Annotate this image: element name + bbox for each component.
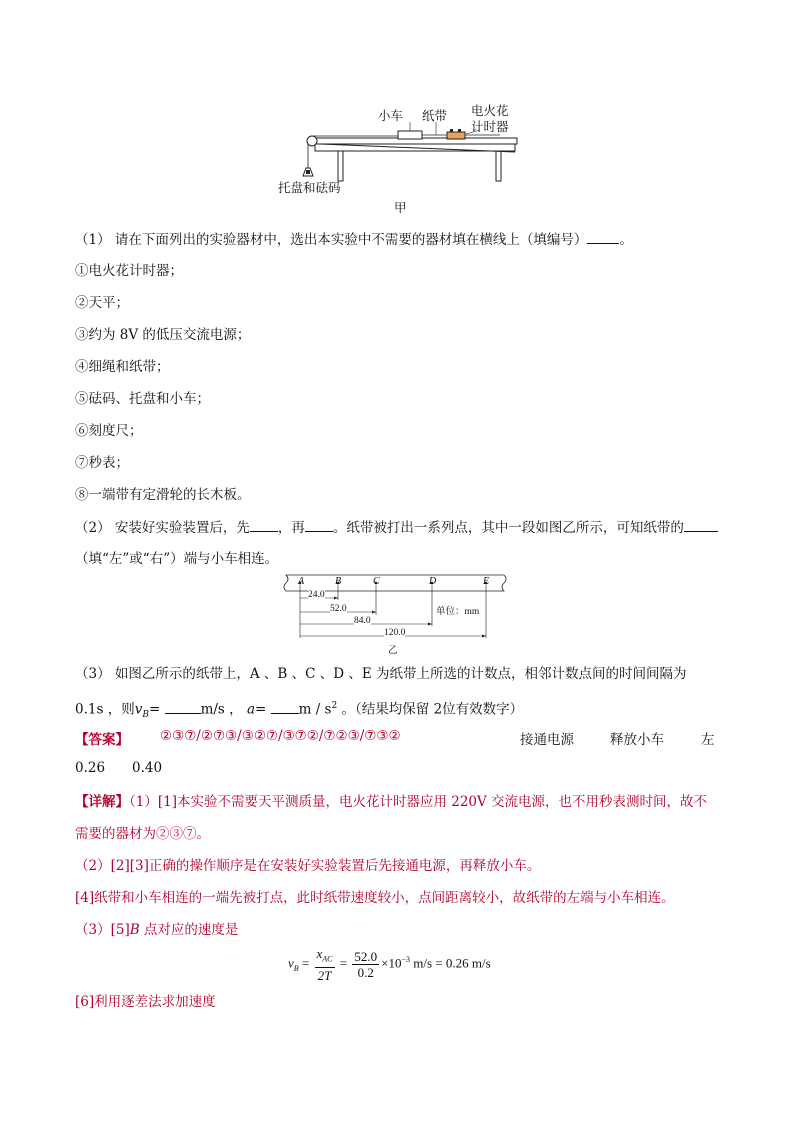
q3-a-sym: a bbox=[246, 701, 256, 718]
tape-point-a: A bbox=[298, 576, 305, 587]
apparatus-figure bbox=[270, 100, 540, 220]
q3-blank-vb[interactable] bbox=[165, 699, 201, 714]
figure-a-caption: 甲 bbox=[394, 200, 407, 215]
detail-line-4: [4]纸带和小车相连的一端先被打点，此时纸带速度较小，点间距离较小，故纸带的左端与小车相连。 bbox=[75, 890, 675, 906]
detail-l1: （1）[1]本实验不需要天平测质量，电火花计时器应用 220V 交流电源，也不用秒表测时间，故不 bbox=[129, 794, 708, 810]
tape-distance-ab: 24.0 bbox=[308, 590, 325, 600]
formula-exp: −3 bbox=[401, 954, 410, 964]
formula-mult: ×10 bbox=[381, 955, 402, 971]
detail-l5c: 点对应的速度是 bbox=[139, 922, 239, 938]
formula-rest: m/s = 0.26 m/s bbox=[409, 955, 491, 971]
q3-eq: = bbox=[148, 701, 161, 718]
q1-answer-blank[interactable] bbox=[587, 229, 619, 244]
formula-f1-num: x bbox=[316, 946, 323, 961]
q1-item-8: ⑧一端带有定滑轮的长木板。 bbox=[75, 487, 251, 503]
formula-frac-2 bbox=[352, 949, 379, 980]
detail-l5b: B bbox=[129, 922, 140, 938]
label-timer-2: 计时器 bbox=[471, 119, 509, 134]
q3-unit-a-sup: 2 bbox=[331, 701, 338, 711]
q3-vb-sub: B bbox=[142, 710, 149, 721]
formula-lhs-sub: B bbox=[293, 963, 299, 973]
formula-f2-num: 52.0 bbox=[354, 948, 378, 964]
q3-unit-a: m / s bbox=[298, 701, 332, 718]
q1-item-5: ⑤砝码、托盘和小车； bbox=[75, 391, 210, 407]
detail-label: 【详解】 bbox=[75, 794, 129, 810]
tape-figure bbox=[280, 572, 510, 658]
q1-item-2: ②天平； bbox=[75, 295, 129, 311]
q2-line-2: （填“左”或“右”）端与小车相连。 bbox=[75, 551, 279, 567]
figure-b-caption: 乙 bbox=[388, 646, 398, 656]
q3-line-1: （3） 如图乙所示的纸带上，A 、B 、C 、D 、E 为纸带上所选的计数点，相邻计数点间的时间间隔为 bbox=[75, 666, 687, 682]
tape-distance-ac: 52.0 bbox=[330, 604, 347, 614]
q3-line2-b: 。（结果均保留 2位有效数字） bbox=[341, 701, 524, 718]
formula-lhs: v bbox=[288, 955, 294, 971]
q2-line-1 bbox=[75, 517, 718, 538]
formula-f2-den: 0.2 bbox=[357, 964, 374, 980]
q1-stem bbox=[75, 229, 633, 250]
label-timer-1: 电火花 bbox=[471, 103, 509, 118]
q3-vb: v bbox=[134, 701, 143, 718]
tape-point-e: E bbox=[483, 576, 490, 587]
detail-l5a: （3）[5] bbox=[75, 922, 130, 938]
q3-line2-a: 0.1s ，则 bbox=[75, 701, 135, 718]
q2-blank-1[interactable] bbox=[250, 517, 278, 532]
q3-blank-a[interactable] bbox=[271, 699, 299, 714]
q1-item-1: ①电火花计时器； bbox=[75, 263, 183, 279]
label-tape: 纸带 bbox=[422, 108, 448, 123]
detail-line-1 bbox=[75, 792, 707, 812]
q3-eq2: = bbox=[255, 701, 267, 718]
answer-label: 【答案】 bbox=[75, 732, 129, 748]
answer-2: 接通电源 bbox=[520, 732, 574, 748]
tape-point-b: B bbox=[335, 576, 342, 587]
q2-part3: 。纸带被打出一系列点，其中一段如图乙所示，可知纸带的 bbox=[332, 520, 684, 536]
label-tray: 托盘和砝码 bbox=[278, 180, 341, 195]
tape-distance-ae: 120.0 bbox=[384, 628, 406, 638]
q1-stem-text: （1） 请在下面列出的实验器材中，选出本实验中不需要的器材填在横线上（填编号） bbox=[75, 232, 588, 248]
q1-item-3: ③约为 8V 的低压交流电源； bbox=[75, 327, 251, 343]
q1-item-6: ⑥刻度尺； bbox=[75, 423, 143, 439]
formula-frac-1 bbox=[315, 946, 335, 983]
q2-blank-3[interactable] bbox=[684, 517, 718, 532]
tape-distance-ad: 84.0 bbox=[354, 616, 371, 626]
formula-eq: = bbox=[301, 955, 310, 971]
answer-5: 0.26 bbox=[75, 760, 106, 776]
detail-line-2: 需要的器材为②③⑦。 bbox=[75, 826, 210, 842]
formula-f1-den: 2T bbox=[317, 967, 332, 983]
tape-unit: 单位：mm bbox=[436, 607, 480, 617]
tape-point-c: C bbox=[373, 576, 380, 587]
formula-f1-num-sub: AC bbox=[322, 954, 333, 964]
answer-6: 0.40 bbox=[132, 760, 163, 776]
q1-item-7: ⑦秒表； bbox=[75, 455, 129, 471]
detail-line-6: [6]利用逐差法求加速度 bbox=[75, 994, 216, 1010]
tape-point-d: D bbox=[429, 576, 437, 587]
q2-part1: （2） 安装好实验装置后，先 bbox=[75, 520, 250, 536]
q1-item-4: ④细绳和纸带； bbox=[75, 359, 170, 375]
formula-eq2: = bbox=[339, 955, 348, 971]
detail-line-3: （2）[2][3]正确的操作顺序是在安装好实验装置后先接通电源，再释放小车。 bbox=[75, 858, 541, 874]
label-cart: 小车 bbox=[378, 108, 404, 123]
q3-unit-v: m/s ， bbox=[200, 701, 243, 718]
velocity-formula bbox=[288, 946, 491, 983]
q3-line-2 bbox=[75, 696, 523, 725]
q2-part2: ，再 bbox=[277, 520, 305, 536]
answer-3: 释放小车 bbox=[610, 732, 664, 748]
answer-4: 左 bbox=[701, 732, 715, 748]
q1-stem-end: 。 bbox=[619, 232, 633, 248]
answer-choice: ②③⑦/②⑦③/③②⑦/③⑦②/⑦②③/⑦③② bbox=[160, 728, 401, 744]
q2-blank-2[interactable] bbox=[305, 517, 333, 532]
detail-line-5 bbox=[75, 920, 238, 940]
